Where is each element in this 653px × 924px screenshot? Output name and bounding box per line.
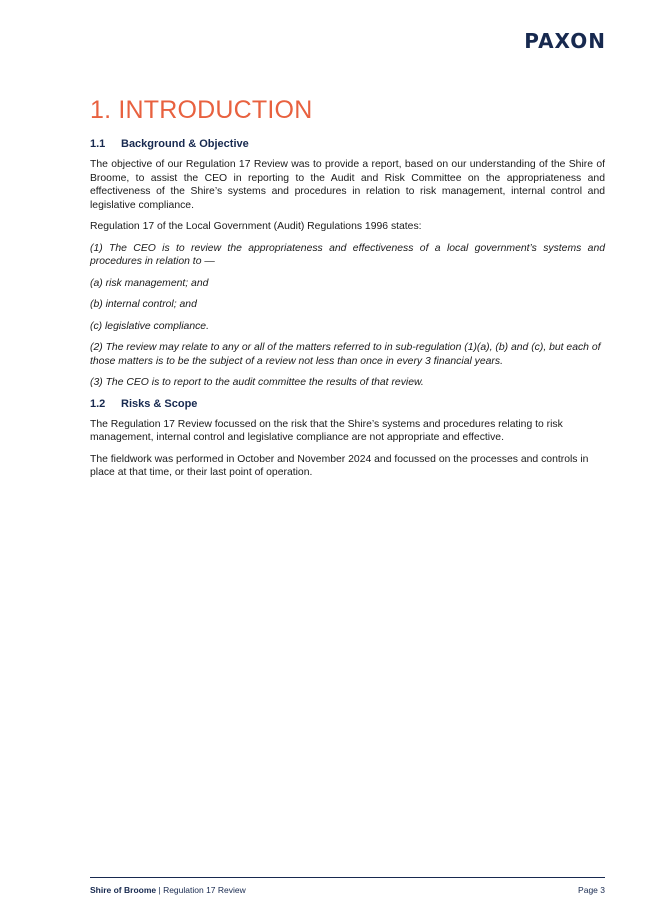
paxon-logo: PAXON	[524, 29, 606, 53]
subsection-title: Risks & Scope	[121, 397, 198, 410]
paragraph: The objective of our Regulation 17 Review was to provide a report, based on our understanding of the Shire of Broome, to assist the CEO in reporting to the Audit and Risk Committee on the appropriateness and effectiveness of the Shire’s systems and procedures in relation to risk management, internal control and legislative compliance.	[90, 159, 605, 211]
subsection-title: Background & Objective	[121, 138, 249, 150]
footer-client: Shire of Broome	[90, 885, 157, 895]
footer-left	[90, 885, 246, 895]
subsection-number: 1.1	[90, 138, 106, 150]
regulation-item: (c) legislative compliance.	[90, 320, 209, 332]
regulation-item: (a) risk management; and	[90, 277, 209, 289]
subsection-heading-risks	[90, 398, 605, 410]
page-footer	[90, 885, 605, 895]
section-title: 1. INTRODUCTION	[90, 96, 313, 124]
paragraph: The Regulation 17 Review focussed on the risk that the Shire’s systems and procedures relating to risk management, internal control and legislative compliance are not appropriate and effective.	[90, 418, 563, 443]
subsection-number: 1.2	[90, 397, 106, 410]
paragraph: The fieldwork was performed in October and November 2024 and focussed on the processes and controls in place at that time, or their last point of operation.	[90, 453, 589, 478]
regulation-quote: (3) The CEO is to report to the audit committee the results of that review.	[90, 377, 424, 388]
page-number: Page 3	[578, 885, 605, 895]
subsection-heading-background	[90, 138, 605, 150]
paragraph: Regulation 17 of the Local Government (Audit) Regulations 1996 states:	[90, 221, 422, 232]
footer-report: Regulation 17 Review	[163, 885, 246, 895]
footer-divider	[90, 877, 605, 878]
footer-separator: |	[156, 885, 164, 895]
regulation-quote: (1) The CEO is to review the appropriateness and effectiveness of a local government’s systems and procedures in relation to —	[90, 242, 605, 267]
regulation-item: (b) internal control; and	[90, 299, 197, 310]
page-content	[90, 96, 605, 488]
regulation-quote: (2) The review may relate to any or all of the matters referred to in sub-regulation (1)(a), (b) and (c), but each of those matters is to be the subject of a review not less than once in every 3 financial years.	[90, 342, 601, 367]
